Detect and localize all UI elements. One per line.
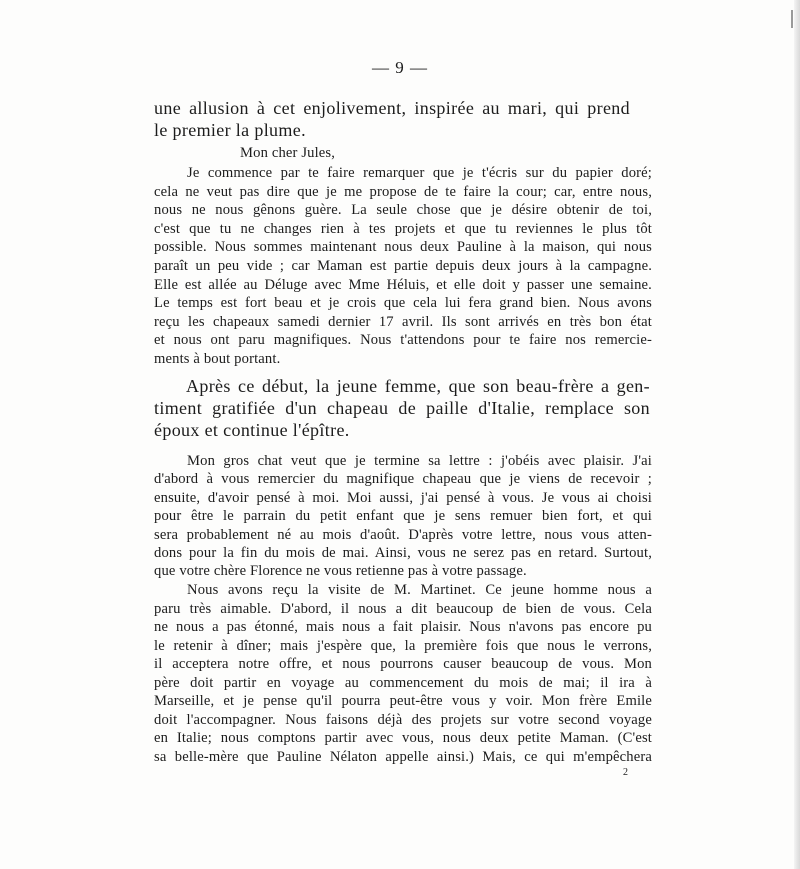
narration-line: le premier la plume. — [154, 119, 306, 140]
letter-line: possible. Nous sommes maintenant nous deux Pauline à la maison, qui nous — [154, 239, 652, 256]
letter-line: ensuite, d'avoir pensé à moi. Moi aussi, j'ai pensé à vous. Je vous ai choisi — [154, 489, 652, 506]
letter-line: en Italie; nous comptons partir avec vous, nous deux petite Maman. (C'est — [154, 730, 652, 746]
letter-line: Elle est allée au Déluge avec Mme Héluis, et elle doit y passer une semaine. — [154, 276, 652, 293]
page-number: — 9 — — [372, 58, 428, 77]
scan-edge — [794, 0, 800, 869]
letter-line: paru très aimable. D'abord, il nous a dit beaucoup de bien de vous. Cela — [154, 600, 652, 617]
narration-line: époux et continue l'épître. — [154, 420, 350, 440]
letter-line: nous ne nous gênons guère. La seule chose que je désire obtenir de toi, — [154, 202, 652, 219]
narration-line: Après ce début, la jeune femme, que son beau-frère a gen- — [186, 376, 650, 396]
letter-line: ne nous a pas étonné, mais nous a fait plaisir. Nous n'avons pas encore pu — [154, 619, 652, 635]
scan-mark — [791, 10, 793, 28]
letter-line: d'abord à vous remercier du magnifique chapeau que je viens de recevoir ; — [154, 471, 652, 488]
letter-line: sera probablement né au mois d'août. D'après votre lettre, nous vous atten- — [154, 526, 652, 543]
letter-line: Nous avons reçu la visite de M. Martinet. Ce jeune homme nous a — [187, 582, 652, 598]
letter-line: pour être le parrain du petit enfant que je sens remuer bien fort, et qui — [154, 508, 652, 525]
letter-line: sa belle-mère que Pauline Nélaton appelle ainsi.) Mais, ce qui m'empêchera — [154, 748, 652, 765]
letter-line: et nous ont paru magnifiques. Nous t'attendons pour te faire nos remercie- — [154, 332, 652, 349]
narration-line: une allusion à cet enjolivement, inspirée au mari, qui prend — [154, 98, 630, 118]
letter-line: Mon gros chat veut que je termine sa lettre : j'obéis avec plaisir. J'ai — [187, 453, 652, 469]
narration-line: timent gratifiée d'un chapeau de paille d'Italie, remplace son — [154, 398, 650, 418]
salutation-line: Mon cher Jules, — [240, 145, 336, 161]
letter-line: Marseille, et je pense qu'il pourra peut-être vous y voir. Mon frère Emile — [154, 693, 652, 709]
letter-line: père doit partir en voyage au commencement du mois de mai; il ira à — [154, 674, 652, 691]
letter-line: cela ne veut pas dire que je me propose de te faire la cour; car, entre nous, — [154, 183, 652, 200]
letter-line: le retenir à dîner; mais j'espère que, la première fois que nous le verrons, — [154, 637, 652, 654]
letter-line: dons pour la fin du mois de mai. Ainsi, vous ne serez pas en retard. Surtout, — [154, 545, 652, 561]
letter-line: reçu les chapeaux samedi dernier 17 avril. Ils sont arrivés en très bon état — [154, 313, 652, 330]
letter-line: que votre chère Florence ne vous retienne pas à votre passage. — [154, 563, 527, 580]
letter-line: c'est que tu ne changes rien à tes projets et que tu reviennes le plus tôt — [154, 220, 652, 237]
letter-line: Le temps est fort beau et je crois que cela lui fera grand bien. Nous avons — [154, 295, 652, 312]
letter-line: Je commence par te faire remarquer que je t'écris sur du papier doré; — [187, 165, 652, 181]
letter-line: ments à bout portant. — [154, 351, 281, 367]
signature-mark: 2 — [623, 767, 628, 778]
letter-line: doit l'accompagner. Nous faisons déjà des projets sur votre second voyage — [154, 711, 652, 728]
letter-line: il acceptera notre offre, et nous pourrons causer beaucoup de vous. Mon — [154, 656, 652, 672]
letter-line: paraît un peu vide ; car Maman est partie depuis deux jours à la campagne. — [154, 258, 652, 274]
